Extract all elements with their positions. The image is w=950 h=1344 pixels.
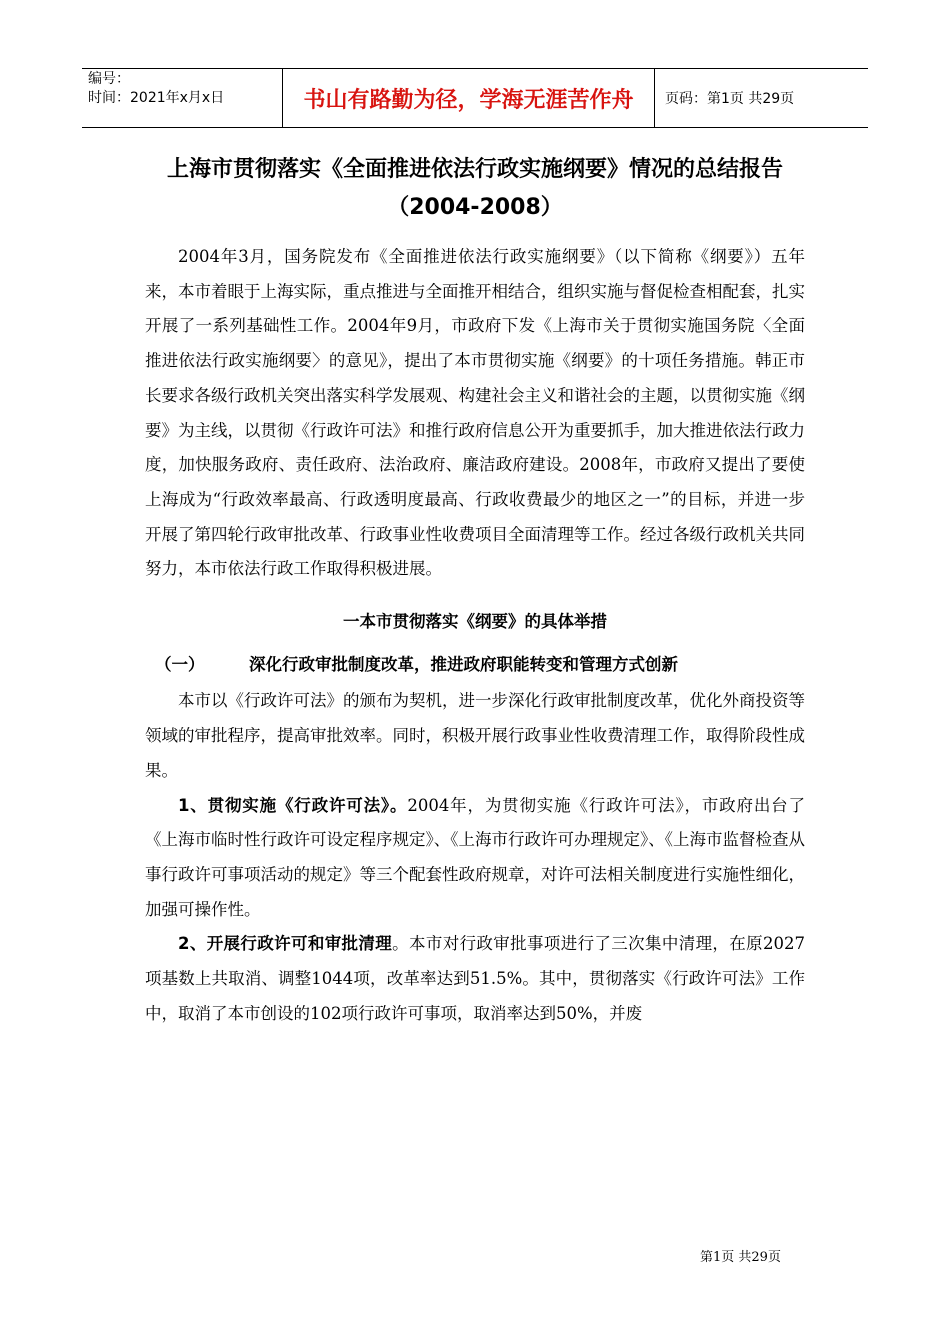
item-1-paragraph	[145, 789, 805, 928]
subsection-paragraph: 本市以《行政许可法》的颁布为契机，进一步深化行政审批制度改革，优化外商投资等领域的审批程序，提高审批效率。同时，积极开展行政事业性收费清理工作，取得阶段性成果。	[145, 691, 805, 780]
subsection-title: 深化行政审批制度改革，推进政府职能转变和管理方式创新	[249, 654, 678, 674]
document-title-years: （2004-2008）	[387, 195, 563, 220]
document-body	[145, 240, 805, 1031]
subsection-heading-1	[145, 648, 805, 683]
header-meta	[82, 69, 282, 127]
item-2-paragraph	[145, 927, 805, 1031]
item-1-lead: 1、贯彻实施《行政许可法》。	[178, 795, 408, 815]
item-1-text: 2004年，为贯彻实施《行政许可法》，市政府出台了《上海市临时性行政许可设定程序规定》、《上海市行政许可办理规定》、《上海市监督检查从事行政许可事项活动的规定》等三个配套性政府规章，对许可法相关制度进行实施性细化，加强可操作性。	[145, 795, 805, 919]
document-number: 编号：	[88, 71, 130, 87]
document-title: 上海市贯彻落实《全面推进依法行政实施纲要》情况的总结报告	[166, 157, 783, 182]
page-header	[82, 68, 868, 128]
document-date: 时间：2021年x月x日	[88, 90, 225, 106]
header-motto: 书山有路勤为径，学海无涯苦作舟	[282, 69, 655, 127]
intro-paragraph: 2004年3月，国务院发布《全面推进依法行政实施纲要》（以下简称《纲要》）五年来，本市着眼于上海实际，重点推进与全面推开相结合，组织实施与督促检查相配套，扎实开展了一系列基础性工作。2004年9月，市政府下发《上海市关于贯彻实施国务院〈全面推进依法行政实施纲要〉的意见》，提出了本市贯彻实施《纲要》的十项任务措施。韩正市长要求各级行政机关突出落实科学发展观、构建社会主义和谐社会的主题，以贯彻实施《纲要》为主线，以贯彻《行政许可法》和推行政府信息公开为重要抓手，加大推进依法行政力度，加快服务政府、责任政府、法治政府、廉洁政府建设。2008年，市政府又提出了要使上海成为“行政效率最高、行政透明度最高、行政收费最少的地区之一”的目标，并进一步开展了第四轮行政审批改革、行政事业性收费项目全面清理等工作。经过各级行政机关共同努力，本市依法行政工作取得积极进展。	[145, 247, 805, 579]
page-footer: 第1页 共29页	[700, 1250, 781, 1265]
item-2-lead: 2、开展行政许可和审批清理	[178, 934, 393, 954]
item-2-text: 。本市对行政审批事项进行了三次集中清理，在原2027项基数上共取消、调整1044项，改革率达到51.5%。其中，贯彻落实《行政许可法》工作中，取消了本市创设的102项行政许可事项，取消率达到50%，并废	[145, 934, 805, 1023]
header-page-info: 页码：第1页 共29页	[665, 91, 795, 107]
section-heading-1: 一本市贯彻落实《纲要》的具体举措	[343, 612, 607, 632]
subsection-number: （一）	[155, 654, 205, 674]
